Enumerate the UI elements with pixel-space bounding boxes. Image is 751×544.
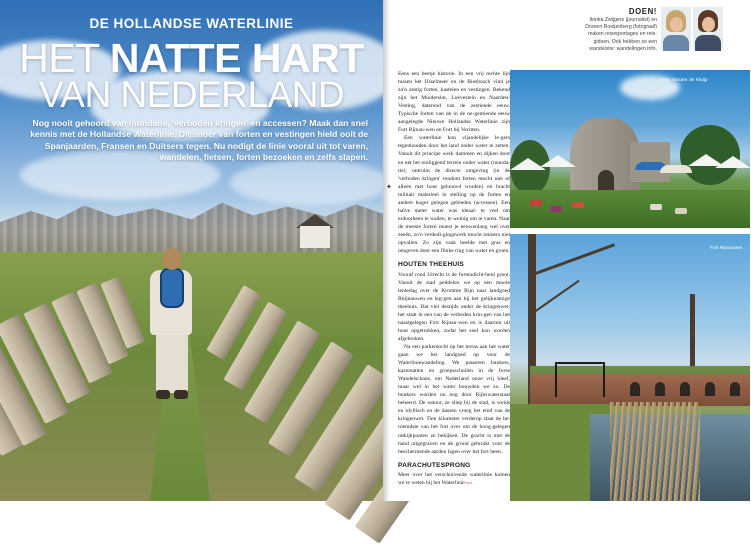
photo-fort-terrace [510, 70, 750, 228]
headline-line2: VAN NEDERLAND [38, 73, 345, 115]
kicker: DE HOLLANDSE WATERLINIE [89, 16, 294, 31]
intro-line: Nog nooit gehoord van inundatie, 'verboden kringen' en accessen? Maak dan snel [32, 118, 368, 128]
tent [715, 156, 751, 168]
fort-window [655, 382, 665, 396]
hiker-legs [156, 333, 188, 393]
author-portrait [661, 7, 691, 49]
lawn [510, 190, 750, 228]
photo-credit: Fort Rijnauwen [710, 246, 743, 251]
subhead-parachutesprong: PARACHUTESPRONG [398, 461, 471, 469]
fort-window [680, 382, 690, 396]
drawbridge [555, 362, 605, 397]
photo-credit: Foto: Wouter de Kluijp [660, 78, 708, 83]
page-gutter [383, 0, 391, 501]
credit-line: Doreen Rooijenberg (fotograaf) [585, 24, 657, 31]
fort-window [730, 382, 740, 396]
deckchair [530, 200, 542, 206]
credit-line: Ilonka Zwijgers (journalist) en [589, 17, 657, 23]
headline [0, 35, 383, 115]
photographer-portrait [693, 7, 723, 49]
left-page-photo [0, 0, 383, 501]
reeds [610, 402, 700, 501]
deckchair [675, 208, 687, 214]
continue-mark: »» [466, 480, 473, 487]
intro-line: Spanjaarden, Fransen en Duitsers tegen. Nu nodigt de linie vooral uit tot varen, [44, 140, 368, 151]
intro-line: wandelen, fietsen, forten bezoeken en zelfs slapen. [159, 152, 368, 163]
intro-line: kennis met de Hollandse Waterlinie. Dit snoer van forten en vestingen hield ooit de [30, 129, 368, 140]
blue-backpack [160, 268, 184, 308]
doen-box [567, 7, 657, 53]
cloud [230, 160, 390, 205]
headline-thin: HET [19, 35, 110, 81]
paragraph: Een waterlinie kon vijandelijke le-gers tegenhouden door het land onder water te zetten. Vanuit dit principe werk dammen en dijken door en net het omliggend terrein onder water (inunda-tie), ontruim de directe omgeving (in de 'verboden kringen' rondom forten mocht niet of alleen met hout gebouwd worden) en bracht militair materieel in stelling op de forten en andere hoger gelegen gebieden (accessen). Een halve meter water was ideaal: te veel om erdoorheen te waden, te weinig om te varen. Naar de meeste forten moest je eeuwenlang wel over zeeën, zo'n verdedi-gingswerk mocht immers niet opvallen. Zo zijn vaak beelde met gras en omgeven door een flinke ring van water en groen. [398, 135, 510, 255]
hiker-head [162, 248, 182, 270]
tree-trunk [690, 294, 695, 374]
paragraph: Vooraf rond Utrecht is de fortendicht-heid groot. Vanuit de stad peddelen we op een mooie lentedag over de Kromme Rijn naar landgoed Rhijnauwen en leg-gen aan bij het gelijknamige theehuis. Dat viel destijds onder de kringenwet: het staat in een van de verboden krin-gen van het naastgelegen Fort Rijnau-wen en is daarom uit hout opgetrokken, zodat het snel kon worden afgebroken. [398, 271, 510, 342]
hiker-shoe [156, 390, 170, 399]
parasol [660, 165, 692, 173]
fort-window [630, 382, 640, 396]
deckchair [572, 202, 584, 208]
tree-branch [529, 280, 579, 316]
deckchair [550, 206, 562, 212]
tent [540, 155, 576, 167]
credit-line: gidsen. Ook hebben ze een [593, 38, 657, 45]
credit-line: wandelsite: wandelingen.info. [589, 45, 657, 52]
credit-line: maken reisreportages en reis- [588, 31, 657, 38]
right-page [386, 0, 750, 501]
deckchair [650, 204, 662, 210]
farmhouse [300, 226, 330, 248]
tree-branch [529, 243, 615, 277]
paragraph: Na een parkentocht op het terras aan het water gaan we het landgoed op voor de Waterliniewandeling. We passeren bunkers, kazematten en groepsschuilen in de forse Wandelschans, om Nederland onze vrij bleef, maar wel in het water bouwden we zo. De bunkers worden nu nog door Rijkswaterstaat beheerd. De natuur, ze sliep bij de stad, is weids en idyllisch en de dassen vroeg het eind van de kringenwet. Tien kilometer verderop staat de be-roemdste van het fort over om de hoog-gelegen uitkijkpunten ze bekijken. De gracht is met de hand uitgegraven en de grond gebruikt voor de beschermende aarden lagen over het fort heen. [398, 343, 510, 455]
doen-credits [567, 17, 657, 53]
section-marker-icon: ✦ [386, 183, 392, 191]
photo-fort-rijnauwen [510, 234, 750, 501]
headline-bold: NATTE HART [109, 35, 364, 81]
article-body [398, 70, 510, 487]
doen-label: DOEN! [628, 7, 657, 16]
fort-window [705, 382, 715, 396]
paragraph: Eens een beetje historie. In een vrij rechte lijn tussen het IJsselmeer en de Biesbosch vind je zo'n zestig forten, kastelen en vestingen. Bekend zijn het Muiderslot, Loevestein en Naarden-Vesting, daterend van de zestiende eeuw. Typische forten van de in de ne-gentiende eeuw aangelegde Nieuwe Hollandse Waterlinie zijn Fort Rijnau-wen en Fort bij Vechten. [398, 71, 510, 134]
hiker-shoe [174, 390, 188, 399]
subhead-theehuis: HOUTEN THEEHUIS [398, 261, 465, 269]
intro-text [28, 118, 368, 163]
paragraph: Meer over het verschuivende waterlinie komen we te weten bij het Waterlinie- [398, 472, 510, 487]
